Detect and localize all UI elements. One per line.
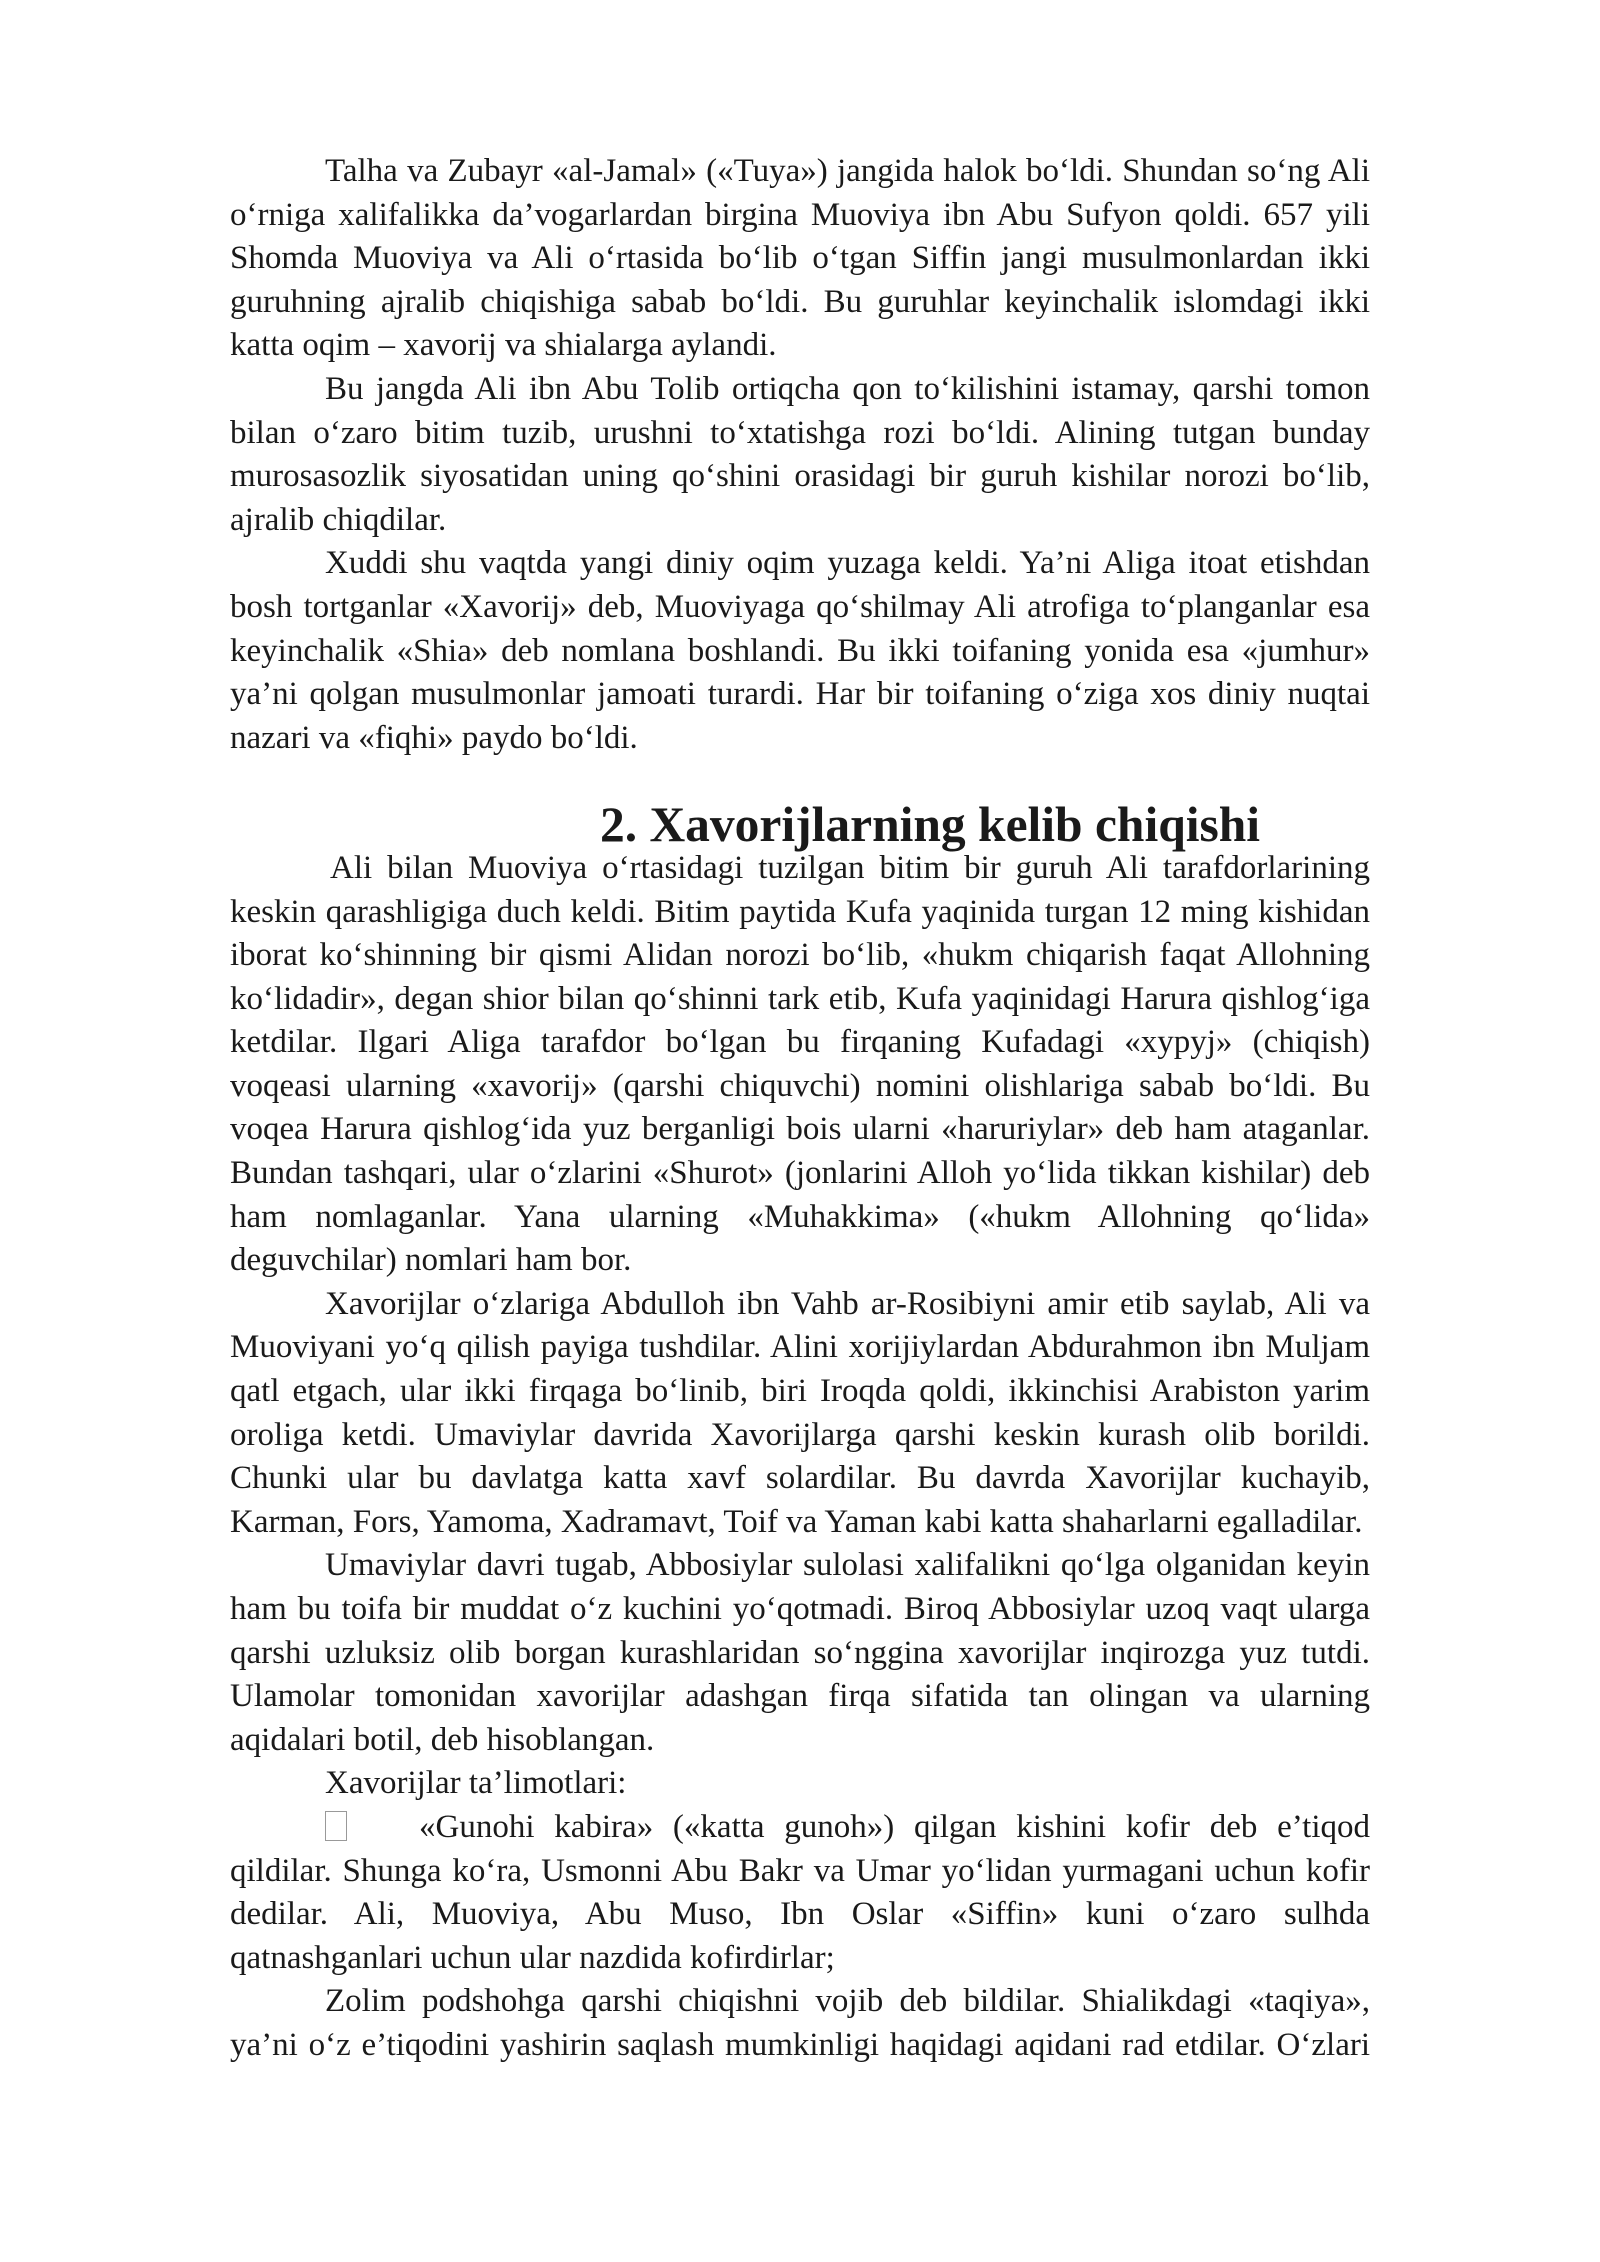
paragraph-kharijites-origin: Ali bilan Muoviya o‘rtasidagi tuzilgan bitim bir guruh Ali tarafdorlarining keskin qarashligiga duch keldi. Bitim paytida Kufa yaqinida turgan 12 ming kishidan iborat ko‘shinning bir qismi Alidan norozi bo‘lib, «hukm chiqarish faqat Allohning ko‘lidadir», degan shior bilan qo‘shinni tark etib, Kufa yaqinidagi Harura qishlog‘iga ketdilar. Ilgari Aliga tarafdor bo‘lgan bu firqaning Kufadagi «xypyj» (chiqish) voqeasi ularning «xavorij» (qarshi chiquvchi) nomini olishlariga sabab bo‘ldi. Bu voqea Harura qishlog‘ida yuz berganligi bois ularni «haruriylar» deb ham ataganlar. Bundan tashqari, ular o‘zlarini «Shurot» (jonlarini Alloh yo‘lida tikkan kishilar) deb ham nomlaganlar. Yana ularning «Muhakkima» («hukm Allohning qo‘lida» deguvchilar) nomlari ham bor. bbox=[230, 849, 1370, 1279]
paragraph-kharijites-amir: Xavorijlar o‘zlariga Abdulloh ibn Vahb ar-Rosibiyni amir etib saylab, Ali va Muoviyani yo‘q qilish payiga tushdilar. Alini xorijiylardan Abdurahmon ibn Muljam qatl etgach, ular ikki firqaga bo‘linib, biri Iroqda qoldi, ikkinchisi Arabiston yarim oroliga ketdi. Umaviylar davrida Xavorijlarga qarshi keskin kurash olib borildi. Chunki ular bu davlatga katta xavf solardilar. Bu davrda Xavorijlar kuchayib, Karman, Fors, Yamoma, Xadramavt, Toif va Yaman kabi katta shaharlarni egalladilar. bbox=[230, 1285, 1370, 1540]
bullet-item-text: «Gunohi kabira» («katta gunoh») qilgan kishini kofir deb e’tiqod qildilar. Shunga ko‘ra, Usmonni Abu Bakr va Umar yo‘lidan yurmagani uchun kofir dedilar. Ali, Muoviya, Abu Muso, Ibn Oslar «Siffin» kuni o‘zaro sulhda qatnashganlari uchun ular nazdida kofirdirlar; bbox=[230, 1808, 1370, 1976]
section-heading bbox=[230, 797, 1370, 853]
section-heading-text: 2. Xavorijlarning kelib chiqishi bbox=[599, 797, 1261, 853]
paragraph-tyrant-ruler: Zolim podshohga qarshi chiqishni vojib deb bildilar. Shialikdagi «taqiya», ya’ni o‘z e’tiqodini yashirin saqlash mumkinligi haqidagi aqidani rad etdilar. O‘zlari bbox=[230, 1983, 1370, 2063]
paragraph-talha-zubayr: Talha va Zubayr «al-Jamal» («Tuya») jangida halok bo‘ldi. Shundan so‘ng Ali o‘rniga xalifalikka da’vogarlardan birgina Muoviya ibn Abu Sufyon qoldi. 657 yili Shomda Muoviya va Ali o‘rtasida bo‘lib o‘tgan Siffin jangi musulmonlardan ikki guruhning ajralib chiqishiga sabab bo‘ldi. Bu guruhlar keyinchalik islomdagi ikki katta oqim – xavorij va shialarga aylandi. bbox=[230, 153, 1370, 364]
document-page bbox=[230, 150, 1370, 2068]
paragraph-siffin-truce: Bu jangda Ali ibn Abu Tolib ortiqcha qon to‘kilishini istamay, qarshi tomon bilan o‘zaro bitim tuzib, urushni to‘xtatishga rozi bo‘ldi. Alining tutgan bunday murosasozlik siyosatidan uning qo‘shini orasidagi bir guruh kishilar norozi bo‘lib, ajralib chiqdilar. bbox=[230, 370, 1370, 538]
bullet-list-item bbox=[230, 1806, 1370, 1980]
missing-glyph-bullet-icon bbox=[325, 1811, 347, 1841]
paragraph-teachings-label: Xavorijlar ta’limotlari: bbox=[325, 1765, 627, 1802]
paragraph-abbasids: Umaviylar davri tugab, Abbosiylar sulolasi xalifalikni qo‘lga olganidan keyin ham bu toifa bir muddat o‘z kuchini yo‘qotmadi. Biroq Abbosiylar uzoq vaqt ularga qarshi uzluksiz olib borgan kurashlaridan so‘nggina xavorijlar inqirozga yuz tutdi. Ulamolar tomonidan xavorijlar adashgan firqa sifatida tan olingan va ularning aqidalari botil, deb hisoblangan. bbox=[230, 1547, 1370, 1758]
paragraph-new-sects: Xuddi shu vaqtda yangi diniy oqim yuzaga keldi. Ya’ni Aliga itoat etishdan bosh tortganlar «Xavorij» deb, Muoviyaga qo‘shilmay Ali atrofiga to‘planganlar esa keyinchalik «Shia» deb nomlana boshlandi. Bu ikki toifaning yonida esa «jumhur» ya’ni qolgan musulmonlar jamoati turardi. Har bir toifaning o‘ziga xos diniy nuqtai nazari va «fiqhi» paydo bo‘ldi. bbox=[230, 545, 1370, 756]
